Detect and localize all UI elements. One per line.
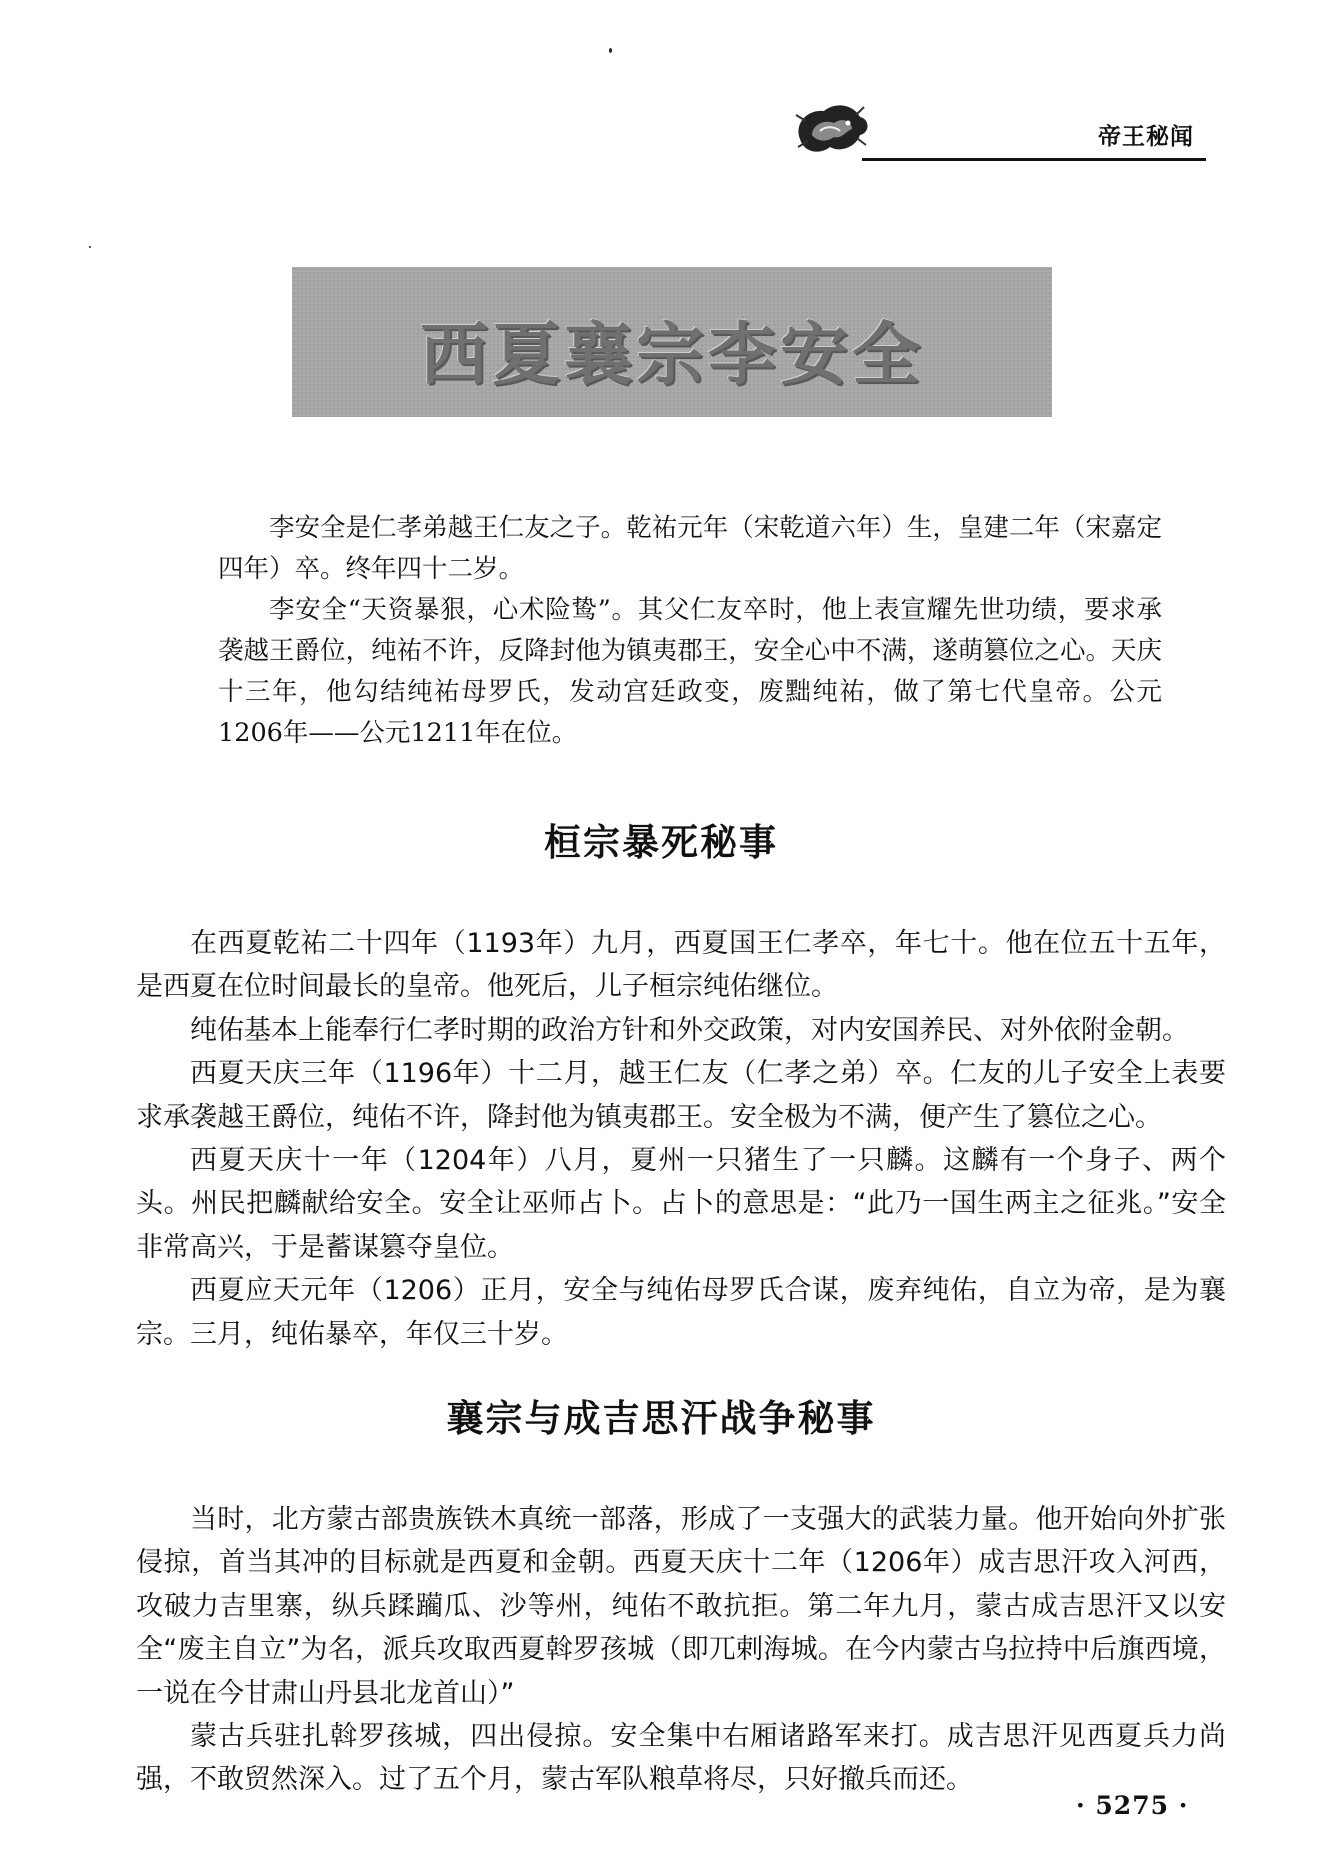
scan-speck xyxy=(89,246,91,248)
section-body xyxy=(136,1498,1226,1802)
chapter-intro xyxy=(218,508,1162,754)
body-paragraph: 在西夏乾祐二十四年（1193年）九月，西夏国王仁孝卒，年七十。他在位五十五年，是西夏在位时间最长的皇帝。他死后，儿子桓宗纯佑继位。 xyxy=(136,928,1226,1003)
page-number: · 5275 · xyxy=(1076,1791,1189,1820)
running-title: 帝王秘闻 xyxy=(1098,124,1194,150)
dragon-emblem-icon xyxy=(790,95,872,161)
body-paragraph: 当时，北方蒙古部贵族铁木真统一部落，形成了一支强大的武装力量。他开始向外扩张侵掠，首当其冲的目标就是西夏和金朝。西夏天庆十二年（1206年）成吉思汗攻入河西，攻破力吉里寨，纵兵蹂躏瓜、沙等州，纯佑不敢抗拒。第二年九月，蒙古成吉思汗又以安全“废主自立”为名，派兵攻取西夏斡罗孩城（即兀剌海城。在今内蒙古乌拉持中后旗西境，一说在今甘肃山丹县北龙首山）” xyxy=(136,1504,1226,1709)
intro-paragraph: 李安全是仁孝弟越王仁友之子。乾祐元年（宋乾道六年）生，皇建二年（宋嘉定四年）卒。终年四十二岁。 xyxy=(218,513,1162,584)
chapter-title-box xyxy=(292,267,1052,417)
intro-paragraph: 李安全“天资暴狠，心术险鸷”。其父仁友卒时，他上表宣耀先世功绩，要求承袭越王爵位，纯祐不许，反降封他为镇夷郡王，安全心中不满，遂萌篡位之心。天庆十三年，他勾结纯祐母罗氏，发动宫廷政变，废黜纯祐，做了第七代皇帝。公元1206年——公元1211年在位。 xyxy=(218,595,1162,748)
section-heading: 襄宗与成吉思汗战争秘事 xyxy=(446,1397,876,1440)
section-body xyxy=(136,922,1226,1356)
chapter-title: 西夏襄宗李安全 xyxy=(419,315,924,395)
scan-speck xyxy=(609,48,612,53)
header-rule xyxy=(862,158,1206,161)
body-paragraph: 西夏天庆三年（1196年）十二月，越王仁友（仁孝之弟）卒。仁友的儿子安全上表要求承袭越王爵位，纯佑不许，降封他为镇夷郡王。安全极为不满，便产生了篡位之心。 xyxy=(136,1058,1226,1133)
section-heading: 桓宗暴死秘事 xyxy=(544,821,778,864)
body-paragraph: 纯佑基本上能奉行仁孝时期的政治方针和外交政策，对内安国养民、对外依附金朝。 xyxy=(190,1014,1189,1046)
body-paragraph: 西夏天庆十一年（1204年）八月，夏州一只猪生了一只麟。这麟有一个身子、两个头。州民把麟献给安全。安全让巫师占卜。占卜的意思是：“此乃一国生两主之征兆。”安全非常高兴，于是蓄谋篡夺皇位。 xyxy=(136,1145,1226,1263)
body-paragraph: 蒙古兵驻扎斡罗孩城，四出侵掠。安全集中右厢诸路军来打。成吉思汗见西夏兵力尚强，不敢贸然深入。过了五个月，蒙古军队粮草将尽，只好撤兵而还。 xyxy=(136,1721,1226,1796)
body-paragraph: 西夏应天元年（1206）正月，安全与纯佑母罗氏合谋，废弃纯佑，自立为帝，是为襄宗。三月，纯佑暴卒，年仅三十岁。 xyxy=(136,1275,1226,1350)
